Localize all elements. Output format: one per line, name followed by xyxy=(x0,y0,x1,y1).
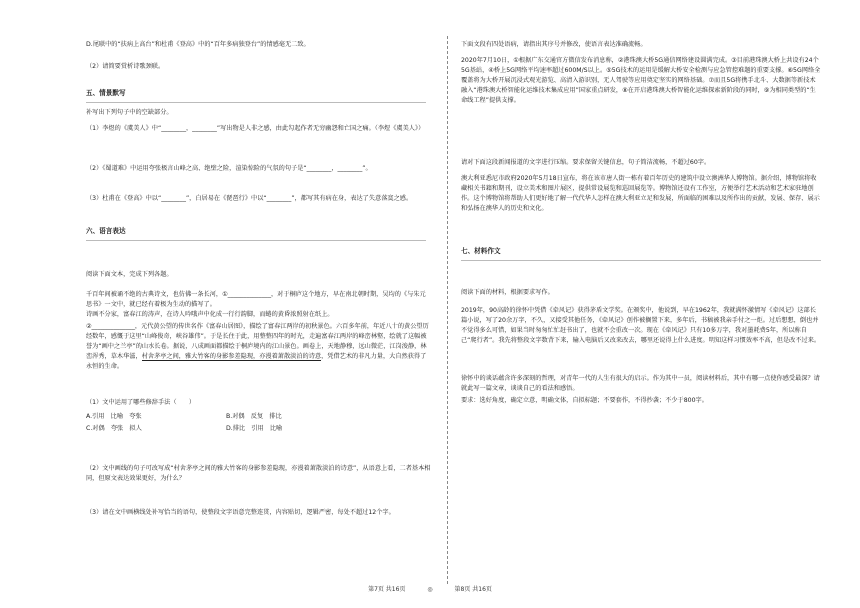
option-d-choice: D.排比 引用 比喻 xyxy=(226,425,283,432)
option-a: A.引用 比喻 夸张 xyxy=(86,413,142,420)
writing-requirements: 要求：选好角度，确定立意，明确文体，自拟标题；不要套作，不得抄袭；不少于800字。 xyxy=(461,397,708,404)
option-d: D.尾联中的“扶病上高台”和杜甫《登高》中的“百年多病独登台”的情感毫无二致。 xyxy=(86,41,310,48)
section-rule xyxy=(86,240,426,241)
passage-text: ②______________，元代黄公望的传世名作《富春山居图》，描绘了富春江两岸的初秋景色。六百多年前，年近八十的黄公望历经数年，感慨于这里“山峰俊奇，峡谷雄伟”。于是长住于此，用整整四年的时光，走遍富春江两岸的峰峦林壑，绘就了这幅被誉为“画中之兰亭”的山水长卷。据说，八成画面都描绘于桐庐境内的江山景色。画卷上，天地静穆，远山微茫，江岗浚静，林峦浑秀，草木华滋， xyxy=(86,323,429,360)
sub-question-1: （1）文中运用了哪些修辞手法（ ） xyxy=(86,399,196,406)
question-2: （2）请简要赏析诗歌颈联。 xyxy=(86,63,165,70)
page-divider xyxy=(447,36,448,584)
section-rule xyxy=(461,260,821,261)
option-b: B.对偶 反复 排比 xyxy=(226,413,282,420)
fill-question-3: （3）杜甫在《登高》中以“________”，白居易在《琵琶行》中以“________”，都写其有病在身，表达了失意落寞之感。 xyxy=(86,195,413,202)
passage-text: ，凭借艺术的非凡力量，大自然获得了永恒的生命。 xyxy=(86,353,427,370)
sub-question-2: （2）文中画线的句子可改写成“村舍茅亭之间的雅大竹客的身影参差隐现，亦漫着萧散淡泊的诗意”，从语意上看，二者基本相同，但原文表达效果更好，为什么？ xyxy=(86,465,431,482)
underlined-sentence: 村舍茅亭之间，雅大竹客的身影参差隐现，亦漫着萧散淡泊的诗意 xyxy=(141,353,322,360)
compress-instruction: 请对下面这段新闻报道的文字进行压缩。要求保留关键信息，句子简洁流畅，不超过60字。 xyxy=(461,159,711,166)
passage-paragraph-2: 诗画不分家，富春江的涛声，在诗人吟哦声中化成一行行韵脚，而蜷的黄昏浓照射在纸上。 xyxy=(86,311,334,318)
footer-mark: ◎ xyxy=(427,586,433,593)
passage-paragraph-1: 千百年间被诵不绝的古典诗文，也仿佛一条长河，①______________，对于桐庐这个地方，早在南北朝时期，吴均的《与朱元思书》一文中，就已经有着极为生动的描写了。 xyxy=(86,291,426,308)
fill-question-1: （1）李煜的《虞美人》中“________，________”写出物是人非之感，由此勾起作者无穷幽怨和亡国之痛。（李煜《虞美人》） xyxy=(86,125,425,132)
page-number-right: 第8页 共16页 xyxy=(454,586,492,593)
grammar-intro: 下面文段有四处语病，请指出其序号并修改，使语言表达准确流畅。 xyxy=(461,41,647,48)
material-paragraph-1: 2019年，90高龄的徐怀中凭借《牵风记》获得茅盾文学奖。在颁奖中，他说到，早在1962年，我就满怀激情写《牵风记》这部长篇小说，写了20余万字，不久，又接受其他任务，《牵风记》创作被搁置下来，多年后，书稿被我亲手付之一炬。过后想想，倒也并不觉得多么可惜，如果当时匆匆忙忙赶书出了，也就不会重改一次。现在《牵风记》只有10多万字，我对墨耗费5年，所以称自己“爬行者”。我先将整段文字数背下来，输入电脑后又改来改去，哪里还说得上什么进度。明知这样习惯效率不高，但是改不过来。 xyxy=(461,307,821,344)
fill-question-2: （2）《蜀道难》中运用夸张极言山峰之高、绝壁之险，渲染惊险的气氛的句子是“________，________”。 xyxy=(86,165,372,172)
grammar-passage: 2020年7月10日，①根据广东交通官方微信发布消息称，②港珠澳大桥5G通信网络建设圆满完成。③目前港珠澳大桥上共设有24个5G基站，④桥上5G网络平均速率超过600M/S以上。⑤5G技术的运用是缓解大桥安全检测与应急管控难题的重要支撑。⑥5G网络全覆盖将为大桥开展沉浸式观光游览、高清入游识别，无人驾驶等应用奠定坚实的网络基础。⑦而且5G将携手北斗、大数据等新技术融入“港珠澳大桥智能化运维技术集成应用”国家重点研发，⑧在开启港珠澳大桥智能化运维探索新阶段的同时，⑨为相同类型的“生命线工程”提供支撑。 xyxy=(461,57,821,104)
section-7-title: 七、材料作文 xyxy=(461,247,501,255)
sub-question-3: （3）请在文中画横线处补写恰当的语句，使整段文字语意完整连贯，内容贴切，逻辑严密，每处不超过12个字。 xyxy=(86,509,395,516)
news-passage: 澳大利亚悉尼市政府2020年5月18日宣布，将在该市唐人街一栋有着百年历史的建筑中设立澳洲华人博物馆。据介绍，博物馆将收藏相关书籍和期刊，设立美术和图片展区，提供常设展览和巡回展览等。博物馆还设有工作室，方便举行艺术活动和艺术家驻地创作。这个博物馆将帮助人们更好地了解一代代华人怎样在澳大利亚立足和发展，所面临的困难以及所作出的贡献，发展、保存、展示和弘扬在澳华人的历史和文化。 xyxy=(461,175,820,212)
page-number-left: 第7页 共16页 xyxy=(368,586,406,593)
section-6-intro: 阅读下面文本，完成下列各题。 xyxy=(86,271,173,278)
page-footer xyxy=(0,585,860,595)
section-rule xyxy=(86,102,426,103)
passage-paragraph-3 xyxy=(86,322,431,372)
section-5-intro: 补写出下列句子中的空缺部分。 xyxy=(86,109,173,116)
material-paragraph-2: 徐怀中的谈话蕴含许多深刻的哲理，对青年一代的人生有很大的启示。作为其中一员，阅读材料后，其中有哪一点使你感受最深？请就此写一篇文章，谈谈自己的看法和感悟。 xyxy=(461,375,820,392)
option-c: C.对偶 夸张 拟人 xyxy=(86,425,142,432)
section-5-title: 五、情景默写 xyxy=(86,89,126,97)
section-6-title: 六、语言表达 xyxy=(86,227,126,235)
writing-intro: 阅读下面的材料，根据要求写作。 xyxy=(461,289,554,296)
